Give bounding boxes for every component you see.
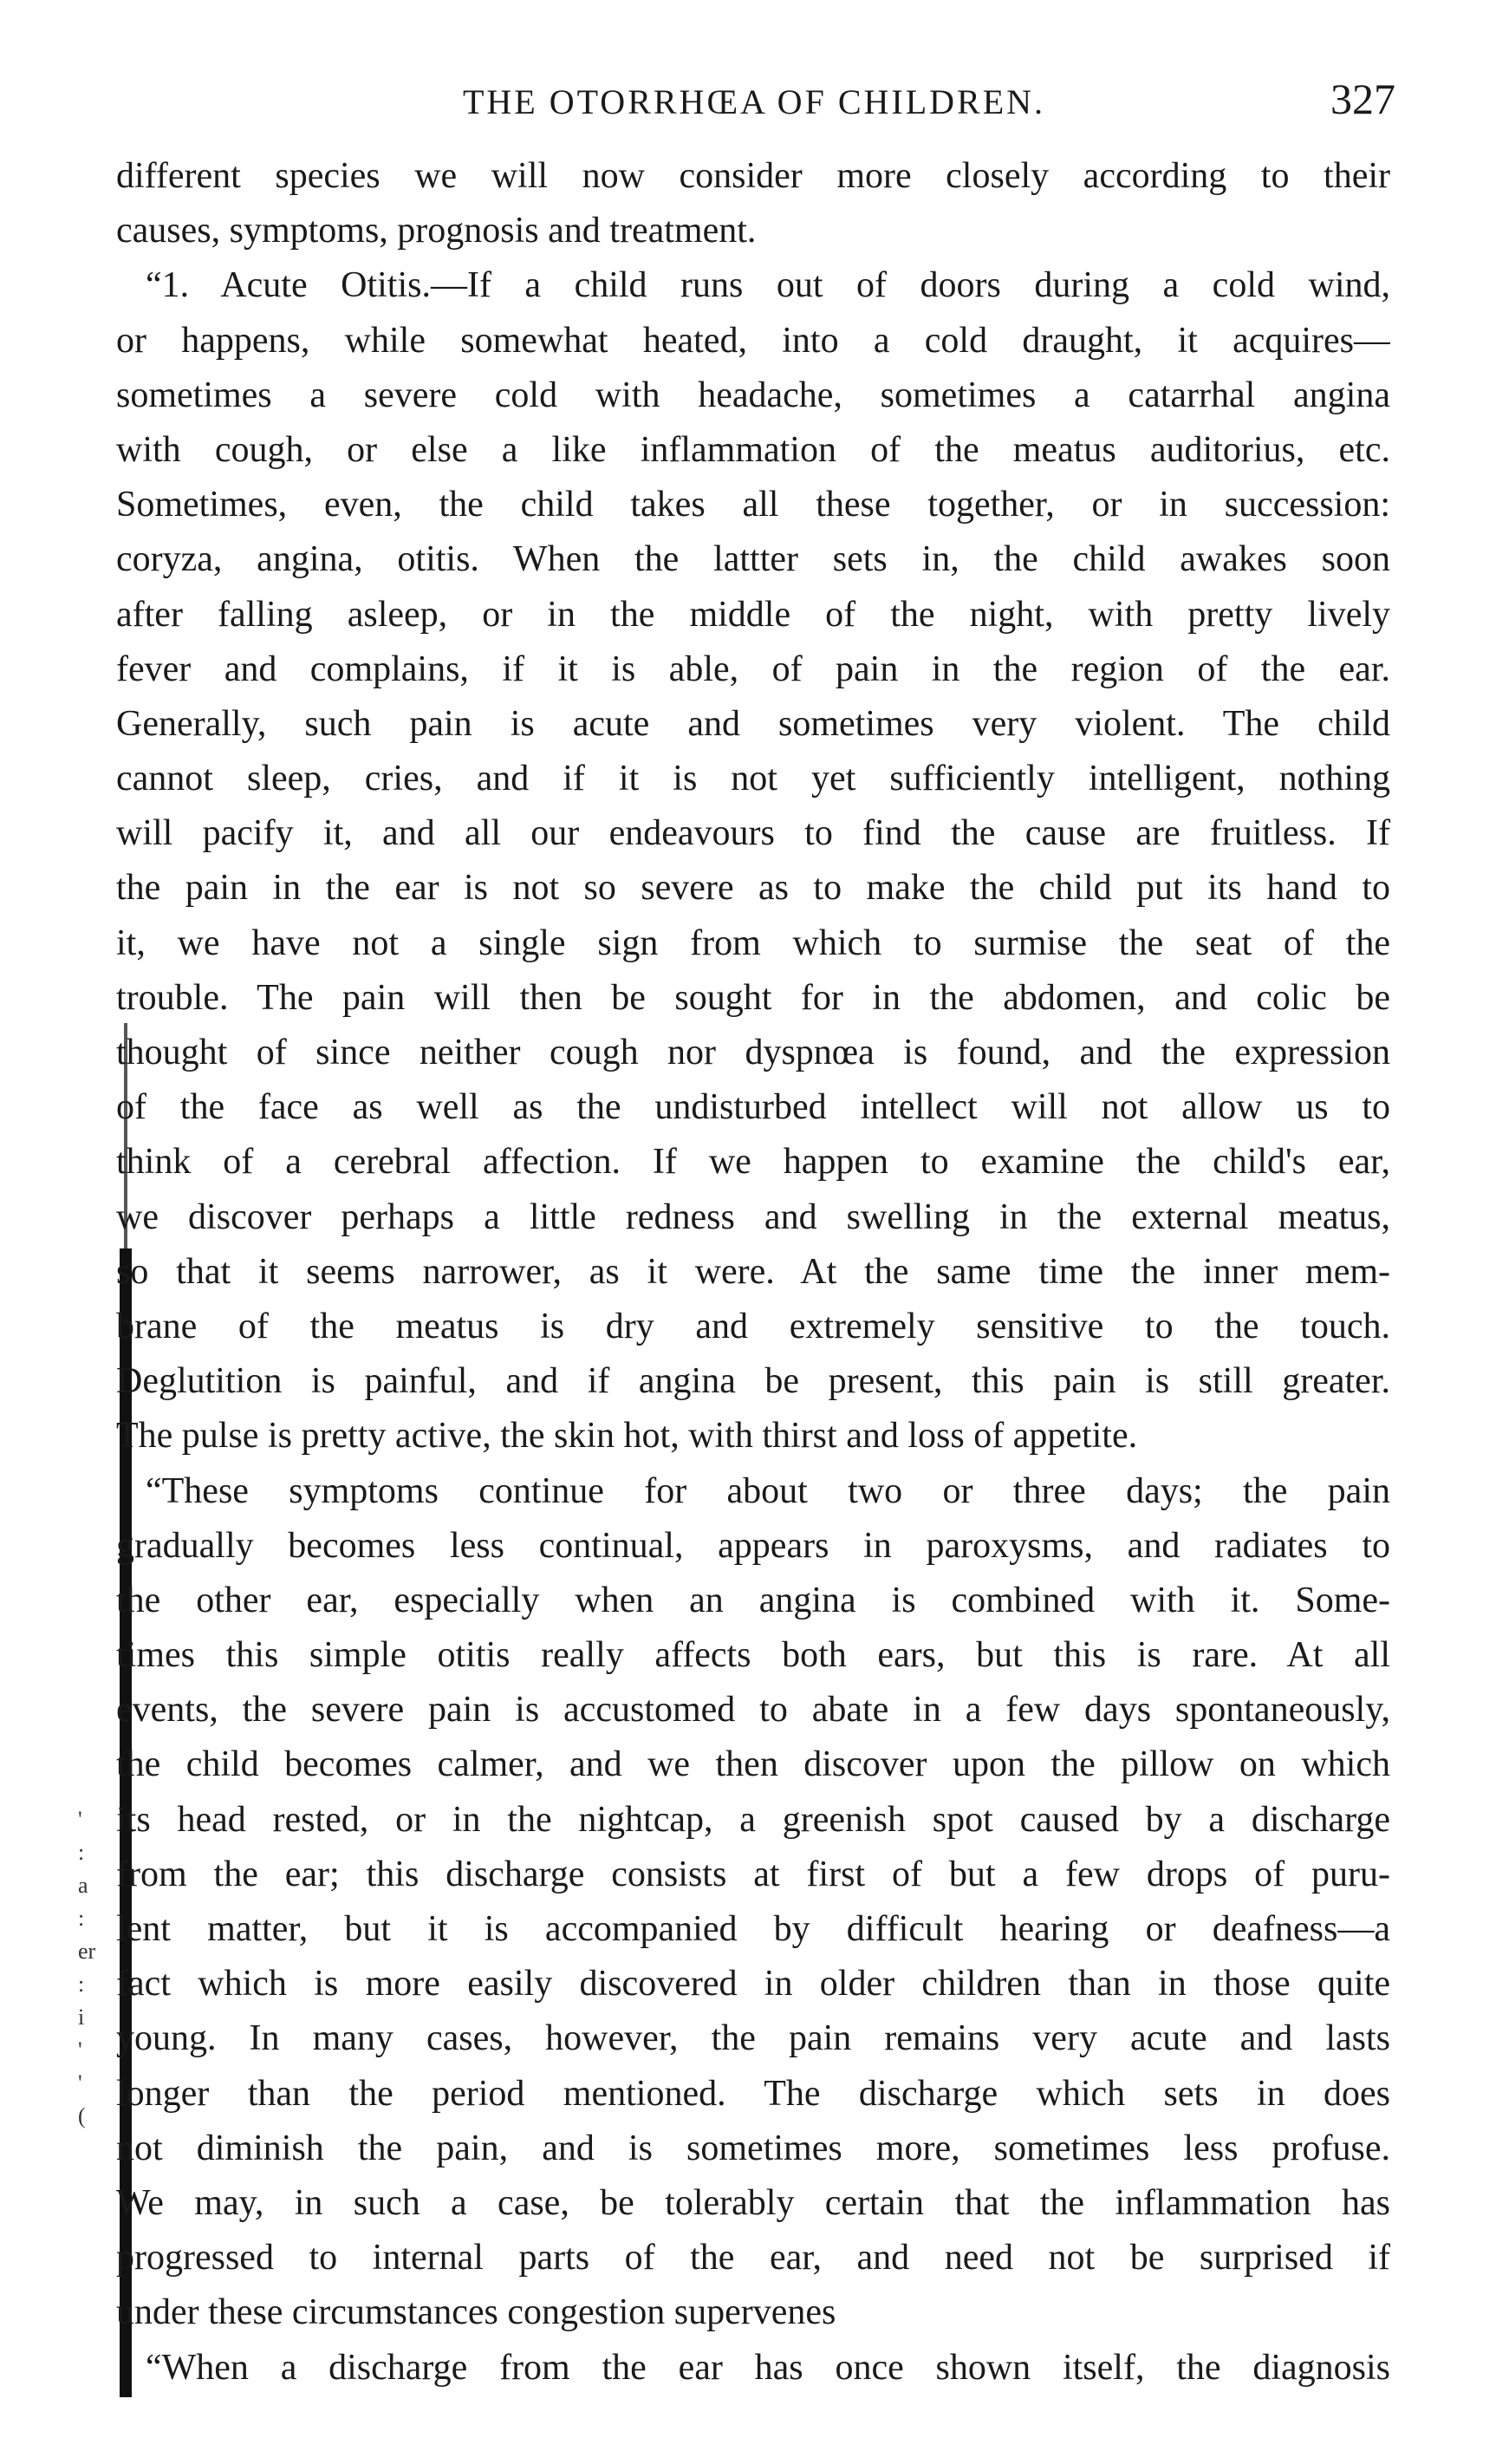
- text-line: with cough, or else a like inflammation of the meatus auditorius, etc.: [116, 429, 1390, 470]
- text-line: so that it seems narrower, as it were. At the same time the inner mem-: [116, 1251, 1390, 1292]
- body-text: [116, 149, 1390, 2396]
- text-line: sometimes a severe cold with headache, sometimes a catarrhal angina: [116, 375, 1390, 415]
- text-line: under these circumstances congestion supervenes: [116, 2292, 836, 2333]
- text-line: the pain in the ear is not so severe as to make the child put its hand to: [116, 868, 1390, 909]
- margin-mark: ': [78, 2070, 82, 2096]
- margin-mark: ': [78, 2037, 82, 2063]
- text-line: Deglutition is painful, and if angina be present, this pain is still greater.: [116, 1361, 1390, 1402]
- text-line: “1. Acute Otitis.—If a child runs out of doors during a cold wind,: [146, 265, 1390, 306]
- text-line: Generally, such pain is acute and sometimes very violent. The child: [116, 703, 1390, 744]
- text-line: after falling asleep, or in the middle of the night, with pretty lively: [116, 594, 1390, 635]
- text-line: coryza, angina, otitis. When the lattter sets in, the child awakes soon: [116, 539, 1390, 580]
- text-line: the child becomes calmer, and we then discover upon the pillow on which: [116, 1744, 1390, 1785]
- text-line: trouble. The pain will then be sought for in the abdomen, and colic be: [116, 977, 1390, 1018]
- margin-mark: i: [78, 2004, 85, 2030]
- margin-mark: :: [78, 1972, 85, 1997]
- text-line: its head rested, or in the nightcap, a greenish spot caused by a discharge: [116, 1799, 1390, 1840]
- text-line: from the ear; this discharge consists at first of but a few drops of puru-: [116, 1854, 1390, 1894]
- text-line: gradually becomes less continual, appears in paroxysms, and radiates to: [116, 1525, 1390, 1566]
- text-line: young. In many cases, however, the pain remains very acute and lasts: [116, 2018, 1390, 2059]
- text-line: think of a cerebral affection. If we happen to examine the child's ear,: [116, 1142, 1390, 1183]
- margin-mark: a: [78, 1873, 88, 1898]
- text-line: The pulse is pretty active, the skin hot, with thirst and loss of appetite.: [116, 1416, 1138, 1457]
- text-line: thought of since neither cough nor dyspnœa is found, and the expression: [116, 1033, 1390, 1072]
- margin-mark: :: [78, 1906, 85, 1931]
- margin-mark: er: [78, 1939, 96, 1964]
- text-line: causes, symptoms, prognosis and treatment.: [116, 211, 757, 251]
- text-line: not diminish the pain, and is sometimes more, sometimes less profuse.: [116, 2128, 1390, 2168]
- text-line: or happens, while somewhat heated, into a cold draught, it acquires—: [116, 320, 1390, 361]
- text-line: fact which is more easily discovered in older children than in those quite: [116, 1964, 1390, 2004]
- text-line: events, the severe pain is accustomed to abate in a few days spontaneously,: [116, 1690, 1390, 1731]
- text-line: brane of the meatus is dry and extremely sensitive to the touch.: [116, 1306, 1390, 1346]
- text-line: cannot sleep, cries, and if it is not yet sufficiently intelligent, nothing: [116, 759, 1390, 799]
- text-line: fever and complains, if it is able, of pain in the region of the ear.: [116, 649, 1390, 689]
- text-line: lent matter, but it is accompanied by difficult hearing or deafness—a: [116, 1909, 1390, 1949]
- text-line: will pacify it, and all our endeavours to find the cause are fruitless. If: [116, 813, 1390, 854]
- margin-mark: ': [78, 1807, 82, 1832]
- margin-mark: (: [78, 2103, 86, 2128]
- text-line: “These symptoms continue for about two or three days; the pain: [146, 1470, 1390, 1511]
- text-line: Sometimes, even, the child takes all these together, or in succession:: [116, 485, 1390, 525]
- text-line: longer than the period mentioned. The discharge which sets in does: [116, 2073, 1390, 2114]
- text-line: of the face as well as the undisturbed intellect will not allow us to: [116, 1087, 1390, 1128]
- text-line: we discover perhaps a little redness and swelling in the external meatus,: [116, 1196, 1390, 1237]
- margin-mark: :: [78, 1840, 85, 1865]
- page-number: 327: [1330, 75, 1395, 123]
- text-line: the other ear, especially when an angina is combined with it. Some-: [116, 1580, 1390, 1620]
- text-line: We may, in such a case, be tolerably certain that the inflammation has: [116, 2182, 1390, 2223]
- text-line: progressed to internal parts of the ear, and need not be surprised if: [116, 2238, 1390, 2278]
- text-line: different species we will now consider more closely according to their: [116, 156, 1390, 196]
- text-line: it, we have not a single sign from which to surmise the seat of the: [116, 922, 1390, 963]
- text-line: times this simple otitis really affects both ears, but this is rare. At all: [116, 1635, 1390, 1676]
- running-title: THE OTORRHŒA OF CHILDREN.: [462, 82, 1046, 121]
- text-line: “When a discharge from the ear has once shown itself, the diagnosis: [146, 2347, 1390, 2388]
- margin-marks: [78, 1803, 113, 2410]
- running-head: [113, 76, 1395, 137]
